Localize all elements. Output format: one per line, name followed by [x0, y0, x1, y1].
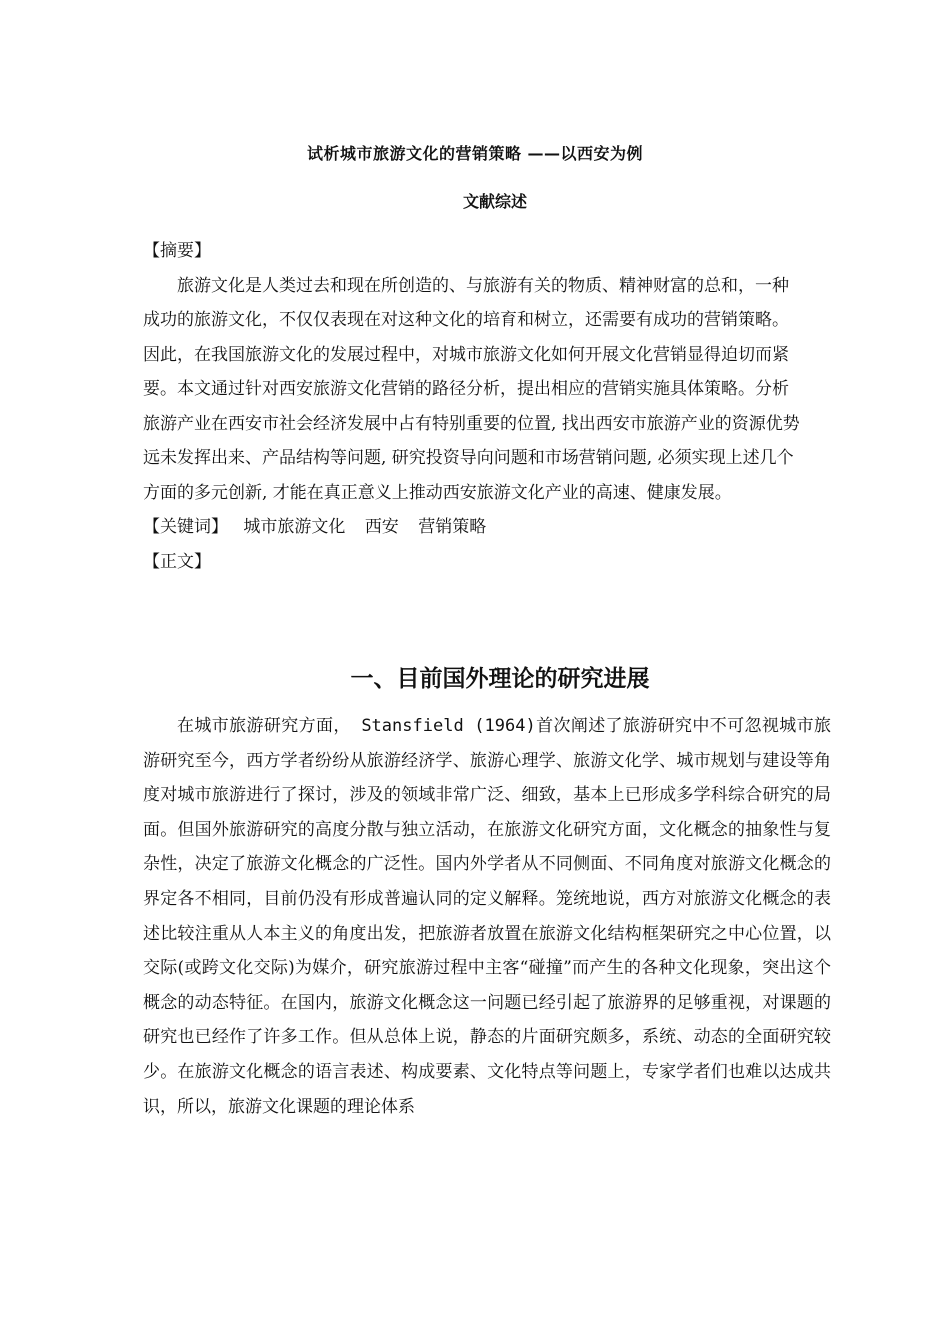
- abstract-text: 旅游文化是人类过去和现在所创造的、与旅游有关的物质、精神财富的总和，一种成功的旅游文化，不仅仅表现在对这种文化的培育和树立，还需要有成功的营销策略。因此，在我国旅游文化的发展过程中，对城市旅游文化如何开展文化营销显得迫切而紧要。本文通过针对西安旅游文化营销的路径分析，提出相应的营销实施具体策略。分析旅游产业在西安市社会经济发展中占有特别重要的位置, 找出西安市旅游产业的资源优势远未发挥出来、产品结构等问题, 研究投资导向问题和市场营销问题, 必须实现上述几个方面的多元创新, 才能在真正意义上推动西安旅游文化产业的高速、健康发展。: [143, 275, 800, 503]
- document-title: 试析城市旅游文化的营销策略 ——以西安为例: [306, 144, 644, 163]
- document-subtitle: 文献综述: [462, 192, 527, 211]
- paragraph-intro: 在城市旅游研究方面，: [177, 716, 351, 736]
- body-section: [143, 709, 831, 1124]
- keyword-item: 西安: [364, 517, 399, 537]
- keyword-item: 营销策略: [418, 517, 487, 537]
- section-heading: 一、目前国外理论的研究进展: [350, 666, 650, 692]
- body-paragraph: [143, 709, 831, 1124]
- keywords-line: [143, 510, 803, 545]
- keywords-label: 【关键词】: [143, 517, 228, 537]
- abstract-label: 【摘要】: [143, 241, 211, 261]
- keyword-item: 城市旅游文化: [243, 517, 346, 537]
- citation-reference: Stansfield (1964): [350, 716, 536, 736]
- abstract-section: [143, 234, 803, 579]
- body-label: 【正文】: [143, 551, 211, 572]
- paragraph-rest: 首次阐述了旅游研究中不可忽视城市旅游研究至今，西方学者纷纷从旅游经济学、旅游心理学、旅游文化学、城市规划与建设等角度对城市旅游进行了探讨，涉及的领域非常广泛、细致，基本上已形成多学科综合研究的局面。但国外旅游研究的高度分散与独立活动，在旅游文化研究方面，文化概念的抽象性与复杂性，决定了旅游文化概念的广泛性。国内外学者从不同侧面、不同角度对旅游文化概念的界定各不相同，目前仍没有形成普遍认同的定义解释。笼统地说，西方对旅游文化概念的表述比较注重从人本主义的角度出发，把旅游者放置在旅游文化结构框架研究之中心位置，以交际(或跨文化交际)为媒介，研究旅游过程中主客“碰撞”而产生的各种文化现象，突出这个概念的动态特征。在国内，旅游文化概念这一问题已经引起了旅游界的足够重视，对课题的研究也已经作了许多工作。但从总体上说，静态的片面研究颇多，系统、动态的全面研究较少。在旅游文化概念的语言表述、构成要素、文化特点等问题上，专家学者们也难以达成共识，所以，旅游文化课题的理论体系: [143, 716, 832, 1117]
